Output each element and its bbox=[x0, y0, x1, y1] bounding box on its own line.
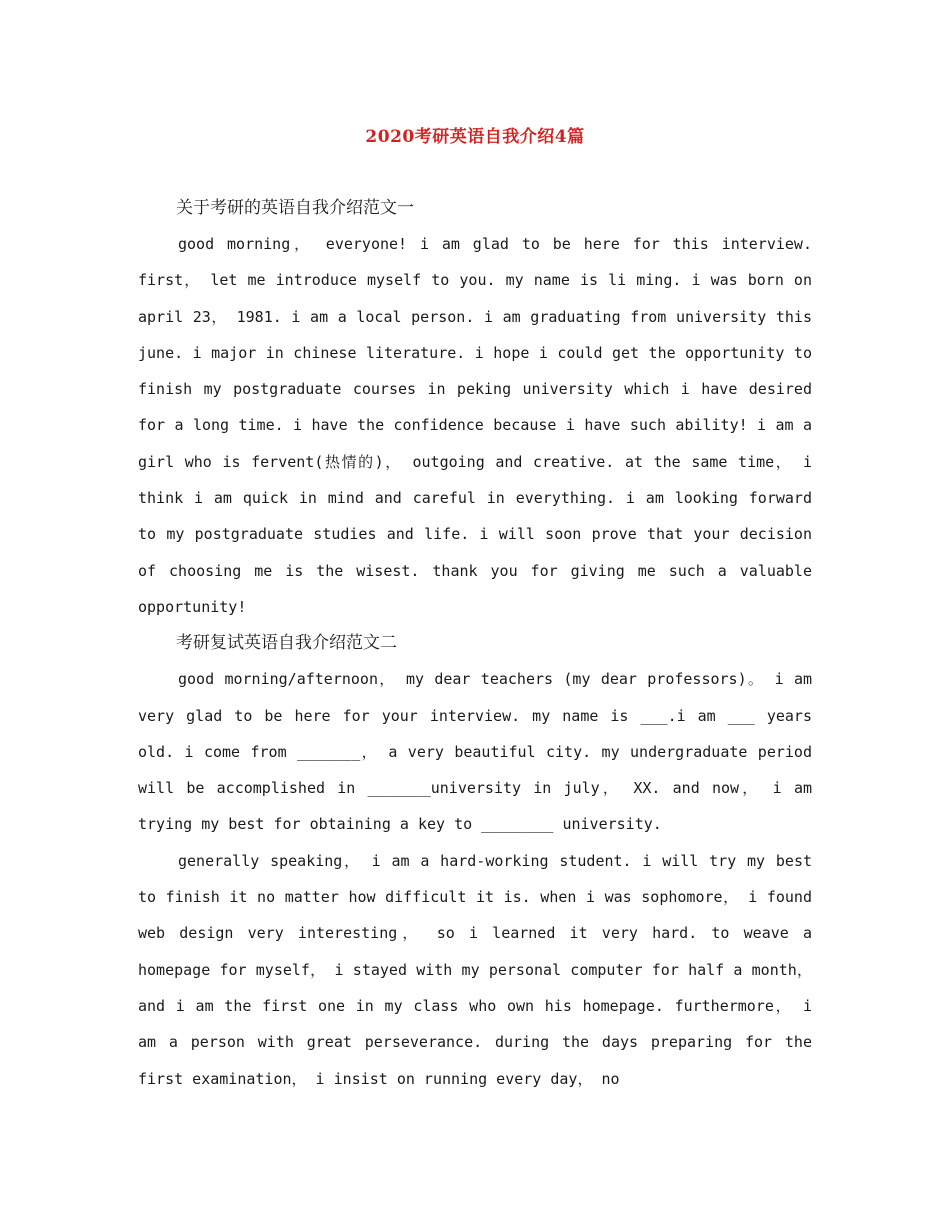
section-heading-2: 考研复试英语自我介绍范文二 bbox=[176, 633, 397, 654]
section-1-paragraph-1: good morning， everyone! i am glad to be here for this interview. first， let me introduce myself to you. my name is li ming. i was born on april 23， 1981. i am a local person. i am graduating from university this june. i major in chinese literature. i hope i could get the opportunity to finish my postgraduate courses in peking university which i have desired for a long time. i have the confidence because i have such ability! i am a girl who is fervent(热情的)， outgoing and creative. at the same time， i think i am quick in mind and careful in everything. i am looking forward to my postgraduate studies and life. i will soon prove that your decision of choosing me is the wisest. thank you for giving me such a valuable opportunity! bbox=[138, 235, 812, 616]
document-body bbox=[138, 190, 812, 1097]
section-2-paragraph-2: generally speaking， i am a hard-working student. i will try my best to finish it no matter how difficult it is. when i was sophomore， i found web design very interesting， so i learned it very hard. to weave a homepage for myself， i stayed with my personal computer for half a month， and i am the first one in my class who own his homepage. furthermore， i am a person with great perseverance. during the days preparing for the first examination， i insist on running every day， no bbox=[138, 851, 812, 1088]
section-heading-1: 关于考研的英语自我介绍范文一 bbox=[176, 198, 414, 218]
section-2-paragraph-1: good morning/afternoon， my dear teachers (my dear professors)。 i am very glad to be here for your interview. my name is ___.i am ___ years old. i come from _______， a very beautiful city. my undergraduate period will be accomplished in _______university in july， XX. and now， i am trying my best for obtaining a key to ________ university. bbox=[138, 670, 812, 834]
document-title: 2020考研英语自我介绍4篇 bbox=[365, 127, 585, 147]
